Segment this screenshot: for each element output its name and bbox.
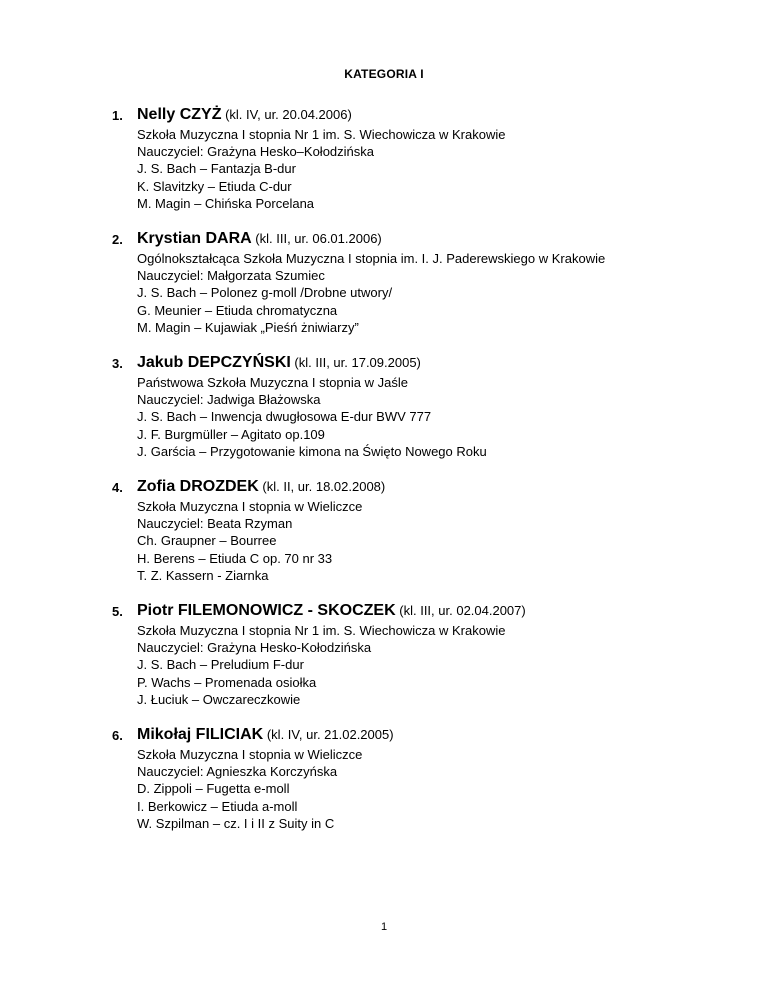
participant-name-text: Nelly CZYŻ xyxy=(137,106,222,123)
teacher-name: Nauczyciel: Jadwiga Błażowska xyxy=(137,392,321,408)
school-name: Szkoła Muzyczna I stopnia w Wieliczce xyxy=(137,747,363,762)
participant-details: (kl. III, ur. 17.09.2005) xyxy=(290,355,421,370)
participant-name xyxy=(137,104,352,126)
participant-title xyxy=(112,352,732,374)
repertoire-item: J. Łuciuk – Owczareczkowie xyxy=(137,691,301,707)
participant-name xyxy=(137,228,382,250)
repertoire-item: G. Meunier – Etiuda chromatyczna xyxy=(137,302,338,318)
school-name: Szkoła Muzyczna I stopnia Nr 1 im. S. Wiechowicza w Krakowie xyxy=(137,623,506,638)
teacher-name: Nauczyciel: Beata Rzyman xyxy=(137,516,293,532)
repertoire-item: K. Slavitzky – Etiuda C-dur xyxy=(137,178,292,194)
repertoire-item: Ch. Graupner – Bourree xyxy=(137,533,277,549)
participant-details: (kl. III, ur. 06.01.2006) xyxy=(251,231,382,246)
participant-entry xyxy=(112,104,732,212)
entry-number: 4. xyxy=(112,480,123,495)
participant-name-text: Jakub DEPCZYŃSKI xyxy=(137,354,291,371)
entry-details xyxy=(137,374,732,460)
participant-entry xyxy=(112,724,732,832)
repertoire-item: H. Berens – Etiuda C op. 70 nr 33 xyxy=(137,550,333,566)
entry-number: 5. xyxy=(112,604,123,619)
page-number: 1 xyxy=(380,921,388,933)
teacher-name: Nauczyciel: Agnieszka Korczyńska xyxy=(137,764,338,780)
participant-title xyxy=(112,724,732,746)
entry-number: 3. xyxy=(112,356,123,371)
entry-number: 6. xyxy=(112,728,123,743)
entry-details xyxy=(137,250,732,336)
participant-name-text: Piotr FILEMONOWICZ - SKOCZEK xyxy=(137,602,396,619)
participant-name-text: Krystian DARA xyxy=(137,230,252,247)
participant-entry xyxy=(112,352,732,460)
repertoire-item: M. Magin – Kujawiak „Pieśń żniwiarzy” xyxy=(137,319,359,335)
repertoire-item: J. S. Bach – Inwencja dwugłosowa E-dur BWV 777 xyxy=(137,409,432,425)
participant-entry xyxy=(112,476,732,584)
participant-entry xyxy=(112,600,732,708)
participant-title xyxy=(112,228,732,250)
participant-title xyxy=(112,104,732,126)
repertoire-item: P. Wachs – Promenada osiołka xyxy=(137,674,317,690)
repertoire-item: I. Berkowicz – Etiuda a-moll xyxy=(137,798,298,814)
participant-entry xyxy=(112,228,732,336)
repertoire-item: D. Zippoli – Fugetta e-moll xyxy=(137,781,290,797)
participant-title xyxy=(112,476,732,498)
teacher-name: Nauczyciel: Małgorzata Szumiec xyxy=(137,268,325,284)
entry-details xyxy=(137,126,732,212)
school-name: Szkoła Muzyczna I stopnia Nr 1 im. S. Wiechowicza w Krakowie xyxy=(137,127,506,142)
school-name: Szkoła Muzyczna I stopnia w Wieliczce xyxy=(137,499,363,514)
entry-number: 2. xyxy=(112,232,123,247)
entry-details xyxy=(137,746,732,832)
entry-details xyxy=(137,622,732,708)
participant-title xyxy=(112,600,732,622)
category-heading: KATEGORIA I xyxy=(344,67,424,81)
participant-name xyxy=(137,476,385,498)
participant-name xyxy=(137,352,421,374)
participant-name-text: Zofia DROZDEK xyxy=(137,478,259,495)
repertoire-item: J. F. Burgmüller – Agitato op.109 xyxy=(137,426,325,442)
participant-name xyxy=(137,724,394,746)
teacher-name: Nauczyciel: Grażyna Hesko-Kołodzińska xyxy=(137,640,372,656)
participant-details: (kl. III, ur. 02.04.2007) xyxy=(395,603,526,618)
repertoire-item: W. Szpilman – cz. I i II z Suity in C xyxy=(137,815,335,831)
entry-details xyxy=(137,498,732,584)
repertoire-item: J. Garścia – Przygotowanie kimona na Święto Nowego Roku xyxy=(137,443,487,459)
repertoire-item: T. Z. Kassern - Ziarnka xyxy=(137,567,269,583)
participant-details: (kl. II, ur. 18.02.2008) xyxy=(258,479,386,494)
repertoire-item: J. S. Bach – Polonez g-moll /Drobne utwory/ xyxy=(137,285,393,301)
repertoire-item: J. S. Bach – Preludium F-dur xyxy=(137,657,304,673)
school-name: Państwowa Szkoła Muzyczna I stopnia w Jaśle xyxy=(137,375,408,390)
participant-name xyxy=(137,600,526,622)
repertoire-item: M. Magin – Chińska Porcelana xyxy=(137,195,315,211)
repertoire-item: J. S. Bach – Fantazja B-dur xyxy=(137,161,296,177)
school-name: Ogólnokształcąca Szkoła Muzyczna I stopnia im. I. J. Paderewskiego w Krakowie xyxy=(137,251,606,266)
participant-details: (kl. IV, ur. 20.04.2006) xyxy=(221,107,352,122)
entry-number: 1. xyxy=(112,108,123,123)
participant-details: (kl. IV, ur. 21.02.2005) xyxy=(263,727,394,742)
teacher-name: Nauczyciel: Grażyna Hesko–Kołodzińska xyxy=(137,144,374,160)
participant-name-text: Mikołaj FILICIAK xyxy=(137,726,264,743)
